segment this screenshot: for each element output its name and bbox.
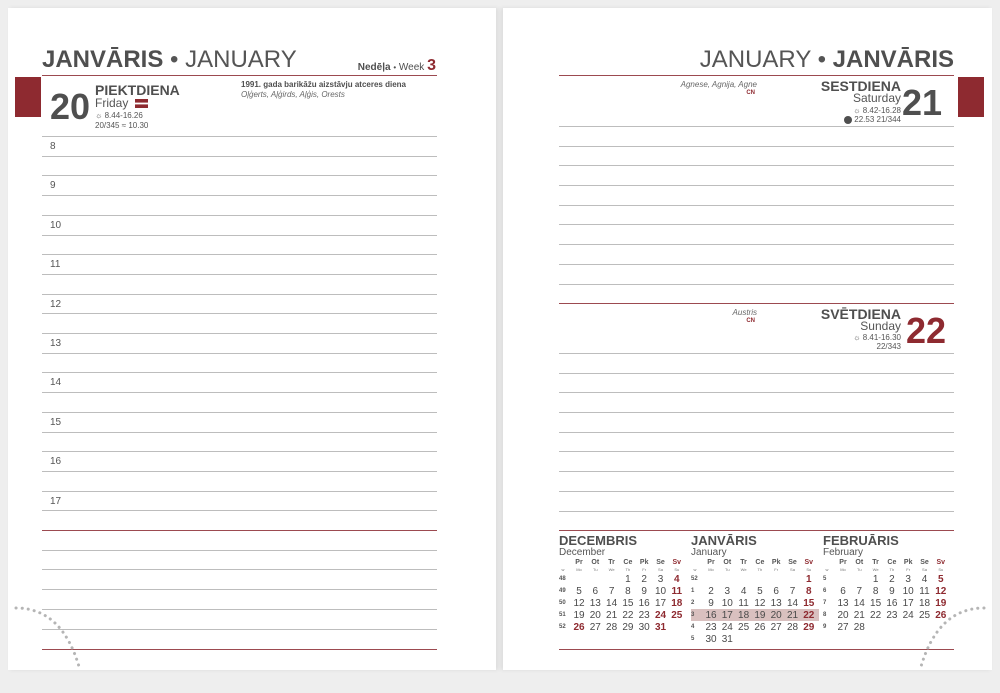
weekday-header: Pr [839, 559, 847, 566]
mini-calendar-subtitle: December [559, 547, 606, 558]
mini-calendar-subtitle: January [691, 547, 727, 558]
weekday-header: Se [788, 559, 797, 566]
ruled-line [42, 589, 437, 590]
sun-day-name-en: Sunday [860, 319, 901, 333]
weekday-header: Tr [740, 559, 747, 566]
header-rule [559, 75, 954, 76]
calendar-day: 13 [589, 598, 601, 609]
day-of-year: 20/345 [95, 121, 120, 130]
name-days: Oļģerts, Aļģirds, Aļģis, Orests [241, 90, 345, 99]
sun-tag: CN [746, 318, 755, 324]
calendar-day: 27 [837, 622, 849, 633]
calendar-day: 26 [754, 622, 766, 633]
week-column-label: w [825, 567, 829, 572]
calendar-day: 16 [705, 610, 717, 621]
calendar-day: 19 [754, 610, 766, 621]
calendar-day: 22 [803, 610, 815, 621]
sun-day-of-year: 22/343 [876, 342, 901, 351]
week-number: 3 [427, 57, 436, 74]
weekday-header-en: Mo [840, 567, 846, 572]
sun-times: 8.44-16.26 [104, 111, 143, 120]
ruled-line [559, 146, 954, 147]
calendar-top-rule [559, 530, 954, 531]
calendar-day: 17 [721, 610, 733, 621]
ruled-line [42, 195, 437, 196]
weekday-header-en: Th [757, 567, 763, 572]
month-title-lv: JANVĀRIS [832, 46, 954, 73]
calendar-day: 27 [770, 622, 782, 633]
hour-label: 9 [50, 180, 56, 191]
ruled-line [559, 244, 954, 245]
mini-calendar-subtitle: February [823, 547, 864, 558]
ruled-line [42, 136, 437, 137]
calendar-day: 19 [573, 610, 585, 621]
week-number: 5 [691, 636, 695, 642]
calendar-day: 21 [853, 610, 865, 621]
calendar-day: 19 [935, 598, 947, 609]
weekday-header-en: Su [938, 567, 944, 572]
header-rule [42, 75, 437, 76]
ruled-line [559, 491, 954, 492]
weekday-header: Se [656, 559, 665, 566]
sat-moon-time: 22.53 [854, 115, 875, 124]
calendar-day: 14 [786, 598, 799, 609]
calendar-day: 20 [770, 610, 782, 621]
calendar-day: 26 [935, 610, 947, 621]
ruled-line [42, 550, 437, 551]
calendar-day: 31 [721, 634, 733, 645]
ruled-line [42, 215, 437, 216]
sun-day-number: 22 [905, 310, 946, 351]
separator-dot: • [817, 46, 826, 73]
weekday-header-en: We [740, 567, 747, 572]
ruled-line [42, 569, 437, 570]
calendar-day: 24 [721, 622, 733, 633]
sat-moon-row [844, 115, 901, 124]
calendar-day: 16 [638, 598, 650, 609]
week-label-en: Week [398, 62, 425, 73]
sun-times-row [95, 111, 143, 120]
calendar-day: 12 [573, 598, 585, 609]
calendar-day: 23 [638, 610, 650, 621]
ruled-line [42, 451, 437, 452]
calendar-day: 13 [837, 598, 849, 609]
calendar-day: 9 [641, 586, 647, 597]
day-tab-marker [958, 77, 984, 117]
week-label-lv: Nedēļa [357, 62, 391, 73]
calendar-day: 29 [803, 622, 815, 633]
ruled-line [559, 205, 954, 206]
weekday-header: Ot [591, 559, 600, 566]
calendar-day: 1 [806, 574, 812, 585]
calendar-day: 2 [889, 574, 895, 585]
hour-label: 15 [50, 417, 62, 428]
calendar-day: 20 [589, 610, 601, 621]
weekday-header: Ot [855, 559, 864, 566]
calendar-day: 18 [738, 610, 750, 621]
hour-label: 14 [50, 377, 62, 388]
calendar-day: 10 [721, 598, 733, 609]
sat-day-number: 21 [901, 82, 942, 123]
weekday-header: Se [920, 559, 929, 566]
calendar-day: 21 [606, 610, 618, 621]
weekday-header: Ce [887, 559, 897, 566]
calendar-day: 1 [872, 574, 879, 585]
calendar-day: 15 [803, 598, 815, 609]
left-page [8, 8, 496, 670]
week-number: 51 [559, 612, 566, 618]
weekday-header-en: We [872, 567, 879, 572]
calendar-day: 24 [902, 610, 914, 621]
ruled-line [559, 353, 954, 354]
weekday-header: Pr [707, 559, 715, 566]
calendar-day: 24 [654, 610, 667, 621]
week-separator: • [393, 63, 397, 72]
week-number: 6 [823, 588, 827, 594]
weekday-header-en: Sa [658, 567, 663, 572]
ruled-line [42, 353, 437, 354]
weekday-header: Sv [936, 559, 946, 566]
full-moon-icon [844, 116, 852, 124]
calendar-day: 1 [625, 574, 631, 585]
calendar-day: 12 [754, 598, 766, 609]
sun-icon: ☼ [853, 333, 861, 342]
ruled-line [559, 392, 954, 393]
calendar-day: 30 [705, 634, 717, 645]
ruled-line [42, 235, 437, 236]
hour-label: 17 [50, 496, 62, 507]
sun-sun-row [853, 333, 901, 342]
calendar-day: 4 [921, 574, 928, 585]
ruled-line [42, 491, 437, 492]
sat-day-name-en: Saturday [852, 91, 901, 105]
ruled-line [42, 530, 437, 531]
sun-sun-times: 8.41-16.30 [862, 333, 901, 342]
day-name-en: Friday [95, 96, 129, 110]
weekday-header-en: Tu [593, 567, 598, 572]
ruled-line [42, 372, 437, 373]
ruled-line [559, 165, 954, 166]
calendar-day: 25 [918, 610, 931, 621]
calendar-day: 10 [654, 586, 667, 597]
sunday-rule [559, 303, 954, 304]
ruled-line [559, 412, 954, 413]
weekday-header-en: Sa [790, 567, 795, 572]
calendar-day: 2 [708, 586, 714, 597]
ruled-line [559, 511, 954, 512]
ruled-line [42, 254, 437, 255]
day-tab-marker [15, 77, 41, 117]
ruled-line [42, 313, 437, 314]
moon-time: 10.30 [128, 121, 149, 130]
hour-label: 13 [50, 338, 62, 349]
weekday-header-en: Su [674, 567, 680, 572]
calendar-day: 5 [938, 574, 944, 585]
calendar-day: 4 [674, 574, 680, 585]
event-text: 1991. gada barikāžu aizstāvju atceres diena [241, 80, 406, 89]
week-number: 48 [559, 576, 566, 582]
ruled-line [42, 156, 437, 157]
calendar-day: 6 [840, 586, 846, 597]
latvia-flag-icon [135, 99, 148, 108]
day-of-year-row [95, 121, 148, 130]
calendar-day: 9 [708, 598, 714, 609]
weekday-header: Pr [575, 559, 583, 566]
left-month-header [42, 46, 297, 74]
calendar-day: 7 [608, 586, 615, 597]
calendar-day: 11 [919, 586, 930, 597]
calendar-day: 25 [671, 610, 683, 621]
calendar-day: 17 [902, 598, 914, 609]
calendar-day: 18 [918, 598, 931, 609]
ruled-line [42, 274, 437, 275]
sun-icon: ☼ [853, 106, 861, 115]
weekday-header-en: Tu [725, 567, 730, 572]
weekday-header: Ot [723, 559, 732, 566]
sun-name-days: Austris [732, 308, 757, 317]
sat-day-of-year: 21/344 [876, 115, 901, 124]
calendar-day: 7 [856, 586, 863, 597]
right-page [503, 8, 992, 670]
calendar-day: 3 [657, 574, 664, 585]
calendar-day: 23 [705, 622, 717, 633]
calendar-day: 12 [935, 586, 947, 597]
ruled-line [42, 471, 437, 472]
weekday-header-en: Th [625, 567, 631, 572]
month-title-en: JANUARY [699, 46, 811, 73]
weekday-header-en: Su [806, 567, 812, 572]
mini-calendar-title: FEBRUĀRIS [823, 533, 899, 548]
calendar-day: 28 [853, 622, 865, 633]
ruled-line [559, 432, 954, 433]
ruled-line [559, 264, 954, 265]
weekday-header: Tr [608, 559, 615, 566]
weekday-header: Sv [672, 559, 682, 566]
ruled-line [42, 294, 437, 295]
calendar-day: 5 [576, 586, 582, 597]
calendar-day: 21 [786, 610, 799, 621]
weekday-header-en: Fr [642, 567, 647, 572]
ruled-line [559, 126, 954, 127]
mini-calendar-title: DECEMBRIS [559, 533, 638, 548]
ruled-line [559, 471, 954, 472]
calendar-day: 22 [870, 610, 882, 621]
calendar-day: 29 [622, 622, 634, 633]
calendar-day: 16 [886, 598, 898, 609]
bottom-rule [559, 649, 954, 650]
day-name-en-row [95, 97, 148, 109]
calendar-day: 25 [738, 622, 750, 633]
hour-label: 16 [50, 456, 62, 467]
calendar-day: 11 [738, 598, 749, 609]
moon-icon: ≈ [121, 121, 127, 130]
calendar-day: 6 [773, 586, 779, 597]
calendar-day: 15 [622, 598, 634, 609]
weekday-header-en: Tu [857, 567, 862, 572]
calendar-day: 26 [573, 622, 585, 633]
bottom-rule [42, 649, 437, 650]
week-number: 49 [559, 588, 566, 594]
ruled-line [42, 175, 437, 176]
ruled-line [559, 284, 954, 285]
week-number: 1 [691, 588, 695, 594]
ruled-line [42, 510, 437, 511]
decorative-dots [912, 598, 992, 678]
right-month-header [700, 46, 954, 74]
week-number: 2 [691, 600, 695, 606]
decorative-dots [8, 598, 88, 678]
month-title-en: JANUARY [185, 46, 297, 73]
weekday-header-en: Sa [922, 567, 927, 572]
calendar-day: 23 [886, 610, 898, 621]
calendar-day: 8 [872, 586, 879, 597]
day-number: 20 [50, 86, 91, 127]
weekday-header: Ce [623, 559, 633, 566]
weekday-header-en: Mo [708, 567, 714, 572]
ruled-line [42, 609, 437, 610]
calendar-day: 5 [757, 586, 763, 597]
month-title-lv: JANVĀRIS [42, 46, 164, 73]
hour-label: 8 [50, 141, 56, 152]
weekday-header-en: We [608, 567, 615, 572]
calendar-day: 17 [654, 598, 667, 609]
week-number: 7 [823, 600, 827, 606]
calendar-day: 30 [638, 622, 650, 633]
ruled-line [42, 333, 437, 334]
sat-sun-times: 8.42-16.28 [862, 106, 901, 115]
weekday-header: Pk [903, 559, 913, 566]
calendar-day: 14 [606, 598, 618, 609]
calendar-day: 3 [905, 574, 911, 585]
sat-name-days: Agnese, Agnija, Agne [680, 80, 757, 89]
calendar-day: 4 [740, 586, 747, 597]
calendar-day: 8 [806, 586, 812, 597]
week-number: 52 [691, 576, 698, 582]
calendar-day: 13 [770, 598, 782, 609]
week-column-label: w [693, 567, 697, 572]
hour-label: 12 [50, 299, 62, 310]
calendar-day: 14 [853, 598, 865, 609]
calendar-day: 9 [889, 586, 895, 597]
hour-label: 10 [50, 220, 62, 231]
weekday-header-en: Fr [906, 567, 911, 572]
calendar-day: 3 [724, 586, 731, 597]
sat-day-name-lv: SESTDIENA [820, 78, 901, 94]
week-number: 3 [691, 612, 695, 618]
calendar-day: 18 [671, 598, 683, 609]
ruled-line [559, 373, 954, 374]
week-number: 50 [559, 600, 566, 606]
weekday-header: Pk [639, 559, 649, 566]
ruled-line [42, 392, 437, 393]
weekday-header: Sv [804, 559, 814, 566]
ruled-line [42, 629, 437, 630]
week-column-label: w [561, 567, 565, 572]
hour-label: 11 [50, 259, 61, 270]
week-indicator [358, 57, 436, 75]
week-number: 52 [559, 624, 566, 630]
calendar-day: 22 [622, 610, 634, 621]
weekday-header-en: Mo [576, 567, 582, 572]
week-number: 8 [823, 612, 827, 618]
calendar-day: 11 [671, 586, 683, 597]
separator-dot: • [170, 46, 179, 73]
mini-calendar-title: JANVĀRIS [691, 533, 757, 548]
week-number: 5 [823, 576, 827, 582]
calendar-day: 8 [625, 586, 631, 597]
weekday-header: Ce [755, 559, 765, 566]
weekday-header-en: Th [889, 567, 895, 572]
weekday-header-en: Fr [774, 567, 779, 572]
calendar-day: 31 [654, 622, 667, 633]
ruled-line [42, 432, 437, 433]
ruled-line [559, 185, 954, 186]
calendar-day: 6 [592, 586, 599, 597]
ruled-line [559, 451, 954, 452]
calendar-day: 28 [786, 622, 799, 633]
sun-icon: ☼ [95, 111, 103, 120]
calendar-day: 7 [789, 586, 796, 597]
sat-sun-row [853, 106, 901, 115]
day-name-lv: PIEKTDIENA [95, 82, 180, 98]
calendar-day: 15 [870, 598, 882, 609]
calendar-day: 28 [606, 622, 618, 633]
week-number: 9 [823, 624, 827, 630]
ruled-line [42, 412, 437, 413]
sat-tag: CN [746, 90, 755, 96]
week-number: 4 [691, 624, 695, 630]
ruled-line [559, 224, 954, 225]
calendar-day: 20 [837, 610, 849, 621]
calendar-day: 2 [641, 574, 647, 585]
calendar-day: 27 [589, 622, 601, 633]
sun-day-name-lv: SVĒTDIENA [820, 306, 901, 322]
weekday-header: Tr [872, 559, 879, 566]
calendar-day: 10 [902, 586, 914, 597]
weekday-header: Pk [771, 559, 781, 566]
